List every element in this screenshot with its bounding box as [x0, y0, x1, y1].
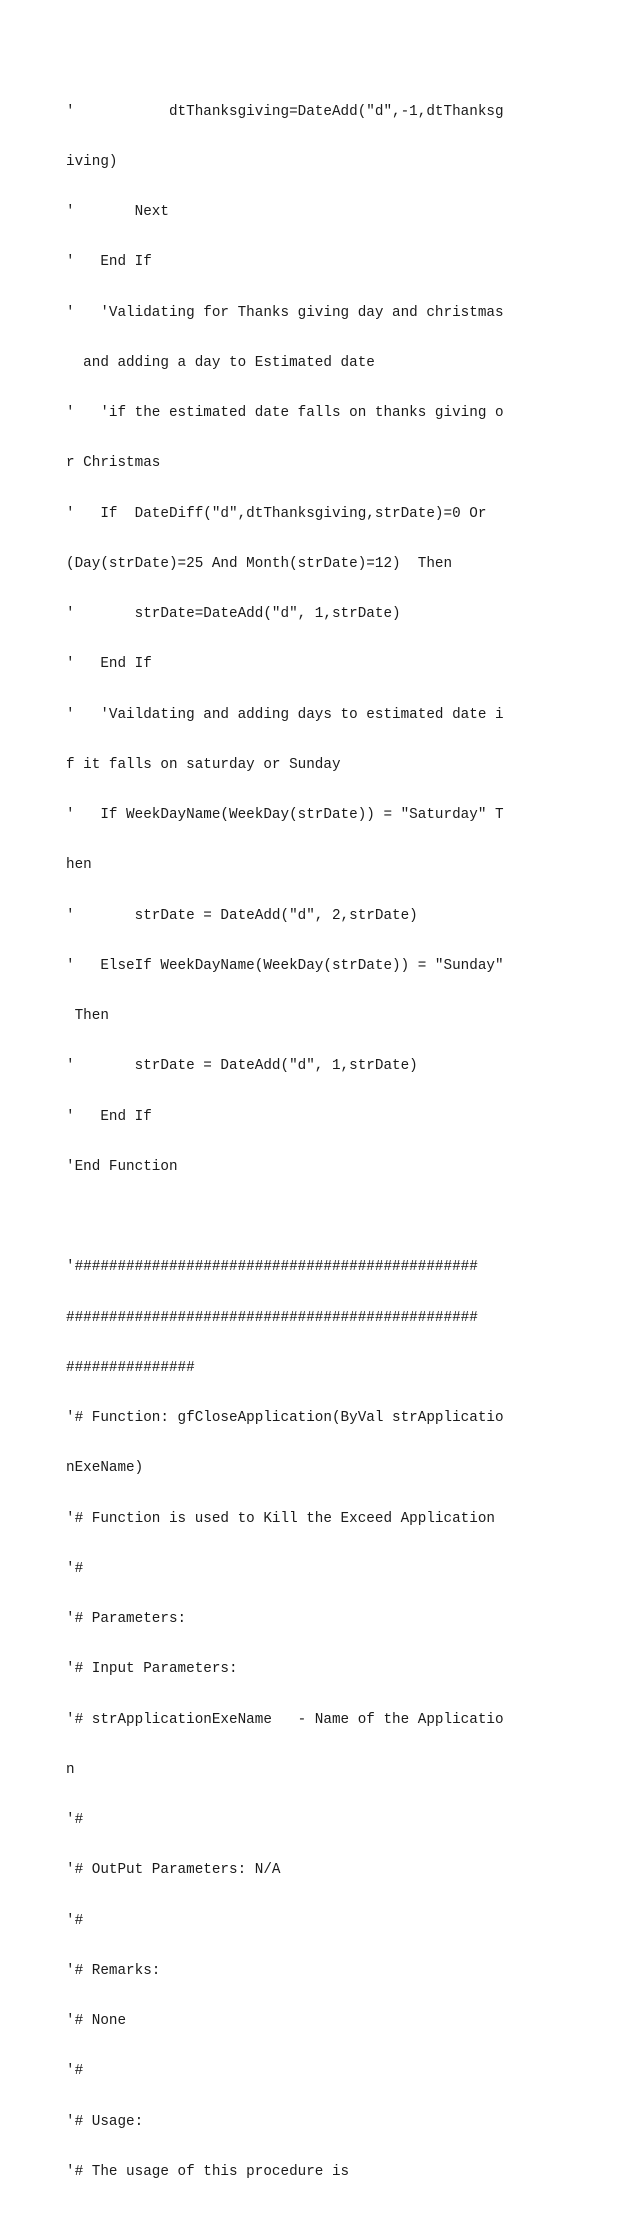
code-line: ' strDate = DateAdd("d", 1,strDate): [66, 1058, 418, 1075]
code-line: '# Function: gfCloseApplication(ByVal strApplicatio: [66, 1410, 504, 1426]
code-line: '#: [66, 1812, 84, 1828]
code-line: ' End If: [66, 254, 152, 271]
code-line: ' ElseIf WeekDayName(WeekDay(strDate)) = "Sunday": [66, 957, 504, 974]
code-line: (Day(strDate)=25 And Month(strDate)=12) Then: [66, 555, 453, 572]
code-line: ' strDate = DateAdd("d", 2,strDate): [66, 907, 418, 924]
code-line: '# The usage of this procedure is: [66, 2163, 350, 2180]
blank-line: [66, 1209, 581, 1226]
code-line: '# Function is used to Kill the Exceed Application: [66, 1510, 495, 1527]
code-line: 'End Function: [66, 1158, 178, 1175]
code-line: ################################################: [66, 1309, 478, 1326]
code-line: '#: [66, 1912, 84, 1929]
code-line: n: [66, 1761, 75, 1778]
code-line: '# None: [66, 2013, 127, 2029]
code-line: nExeName): [66, 1460, 144, 1477]
code-line: hen: [66, 857, 92, 874]
code-line: ' 'if the estimated date falls on thanks giving o: [66, 405, 504, 421]
code-line: Then: [66, 1008, 109, 1024]
code-line: '# Remarks:: [66, 1962, 161, 1979]
code-line: r Christmas: [66, 455, 161, 472]
code-line: ' If DateDiff("d",dtThanksgiving,strDate)=0 Or: [66, 505, 487, 522]
code-line: iving): [66, 153, 118, 170]
code-line: ' dtThanksgiving=DateAdd("d",-1,dtThanksg: [66, 103, 504, 120]
code-line: ' If WeekDayName(WeekDay(strDate)) = "Saturday" T: [66, 807, 504, 823]
code-line: ' strDate=DateAdd("d", 1,strDate): [66, 606, 401, 622]
code-line: '# Input Parameters:: [66, 1661, 238, 1678]
code-line: ' 'Validating for Thanks giving day and christmas: [66, 304, 504, 321]
code-line: '# Parameters:: [66, 1611, 187, 1627]
code-line: ' Next: [66, 204, 169, 220]
code-line: '###############################################: [66, 1259, 478, 1276]
code-line: ' End If: [66, 1108, 152, 1125]
code-line: '# strApplicationExeName - Name of the Applicatio: [66, 1711, 504, 1728]
code-line: ' End If: [66, 656, 152, 673]
code-line: '# Usage:: [66, 2113, 144, 2130]
code-listing: [66, 70, 581, 2214]
code-line: and adding a day to Estimated date: [66, 354, 375, 371]
code-line: ###############: [66, 1359, 195, 1376]
code-line: f it falls on saturday or Sunday: [66, 756, 341, 773]
code-line: '# OutPut Parameters: N/A: [66, 1862, 281, 1879]
code-line: '#: [66, 2063, 84, 2080]
code-line: '#: [66, 1560, 84, 1577]
code-line: ' 'Vaildating and adding days to estimated date i: [66, 706, 504, 723]
